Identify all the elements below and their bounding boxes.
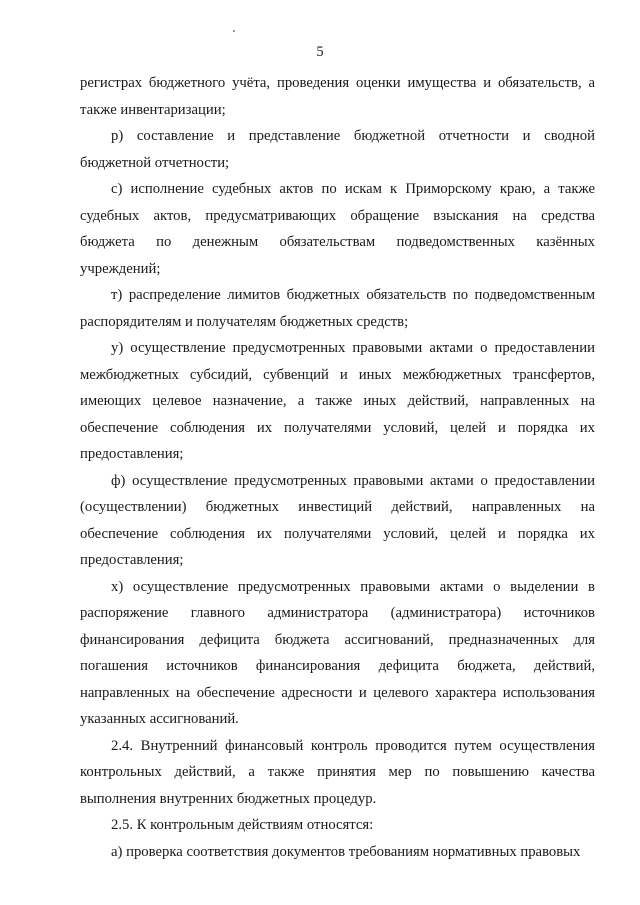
paragraph-line: обеспечение соблюдения их получателями условий, целей и порядка их bbox=[80, 525, 595, 542]
paragraph-line: 2.4. Внутренний финансовый контроль проводится путем осуществления bbox=[111, 737, 595, 754]
page-number: 5 bbox=[316, 44, 324, 60]
paragraph-line: распорядителям и получателям бюджетных средств; bbox=[80, 313, 409, 330]
paragraph-line: судебных актов, предусматривающих обращение взыскания на средства bbox=[80, 207, 595, 224]
paragraph-line: х) осуществление предусмотренных правовыми актами о выделении в bbox=[111, 578, 595, 595]
paragraph-line: регистрах бюджетного учёта, проведения оценки имущества и обязательств, а bbox=[80, 75, 595, 91]
paragraph-line: контрольных действий, а также принятия мер по повышению качества bbox=[80, 764, 595, 780]
paragraph-line: финансирования дефицита бюджета ассигнований, предназначенных для bbox=[80, 631, 595, 648]
paragraph-line: т) распределение лимитов бюджетных обязательств по подведомственным bbox=[111, 287, 595, 303]
paragraph-line: имеющих целевое назначение, а также иных действий, направленных на bbox=[80, 393, 595, 409]
paragraph-line: погашения источников финансирования дефицита бюджета, действий, bbox=[80, 658, 595, 674]
paragraph-line: р) составление и представление бюджетной отчетности и сводной bbox=[111, 128, 595, 144]
paragraph-line: указанных ассигнований. bbox=[80, 711, 239, 727]
paragraph-line: выполнения внутренних бюджетных процедур. bbox=[80, 790, 377, 807]
paragraph-line: ф) осуществление предусмотренных правовыми актами о предоставлении bbox=[111, 472, 595, 489]
paragraph-line: а) проверка соответствия документов требованиям нормативных правовых bbox=[111, 843, 581, 860]
paragraph-line: предоставления; bbox=[80, 446, 184, 462]
paragraph-line: бюджетной отчетности; bbox=[80, 154, 230, 171]
scan-speck bbox=[233, 30, 235, 32]
paragraph-line: с) исполнение судебных актов по искам к Приморскому краю, а также bbox=[111, 181, 595, 197]
paragraph-line: у) осуществление предусмотренных правовыми актами о предоставлении bbox=[111, 340, 595, 356]
paragraph-line: также инвентаризации; bbox=[80, 101, 226, 118]
paragraph-line: бюджета по денежным обязательствам подведомственных казённых bbox=[80, 234, 595, 250]
document-body bbox=[80, 70, 595, 865]
paragraph-line: обеспечение соблюдения их получателями условий, целей и порядка их bbox=[80, 419, 595, 436]
paragraph-line: 2.5. К контрольным действиям относятся: bbox=[111, 817, 374, 833]
paragraph-line: (осуществлении) бюджетных инвестиций действий, направленных на bbox=[80, 499, 595, 515]
paragraph-line: направленных на обеспечение адресности и целевого характера использования bbox=[80, 684, 595, 701]
paragraph-line: межбюджетных субсидий, субвенций и иных межбюджетных трансфертов, bbox=[80, 366, 595, 383]
paragraph-line: учреждений; bbox=[80, 260, 161, 277]
paragraph-line: распоряжение главного администратора (администратора) источников bbox=[80, 605, 595, 621]
paragraph-line: предоставления; bbox=[80, 552, 184, 568]
